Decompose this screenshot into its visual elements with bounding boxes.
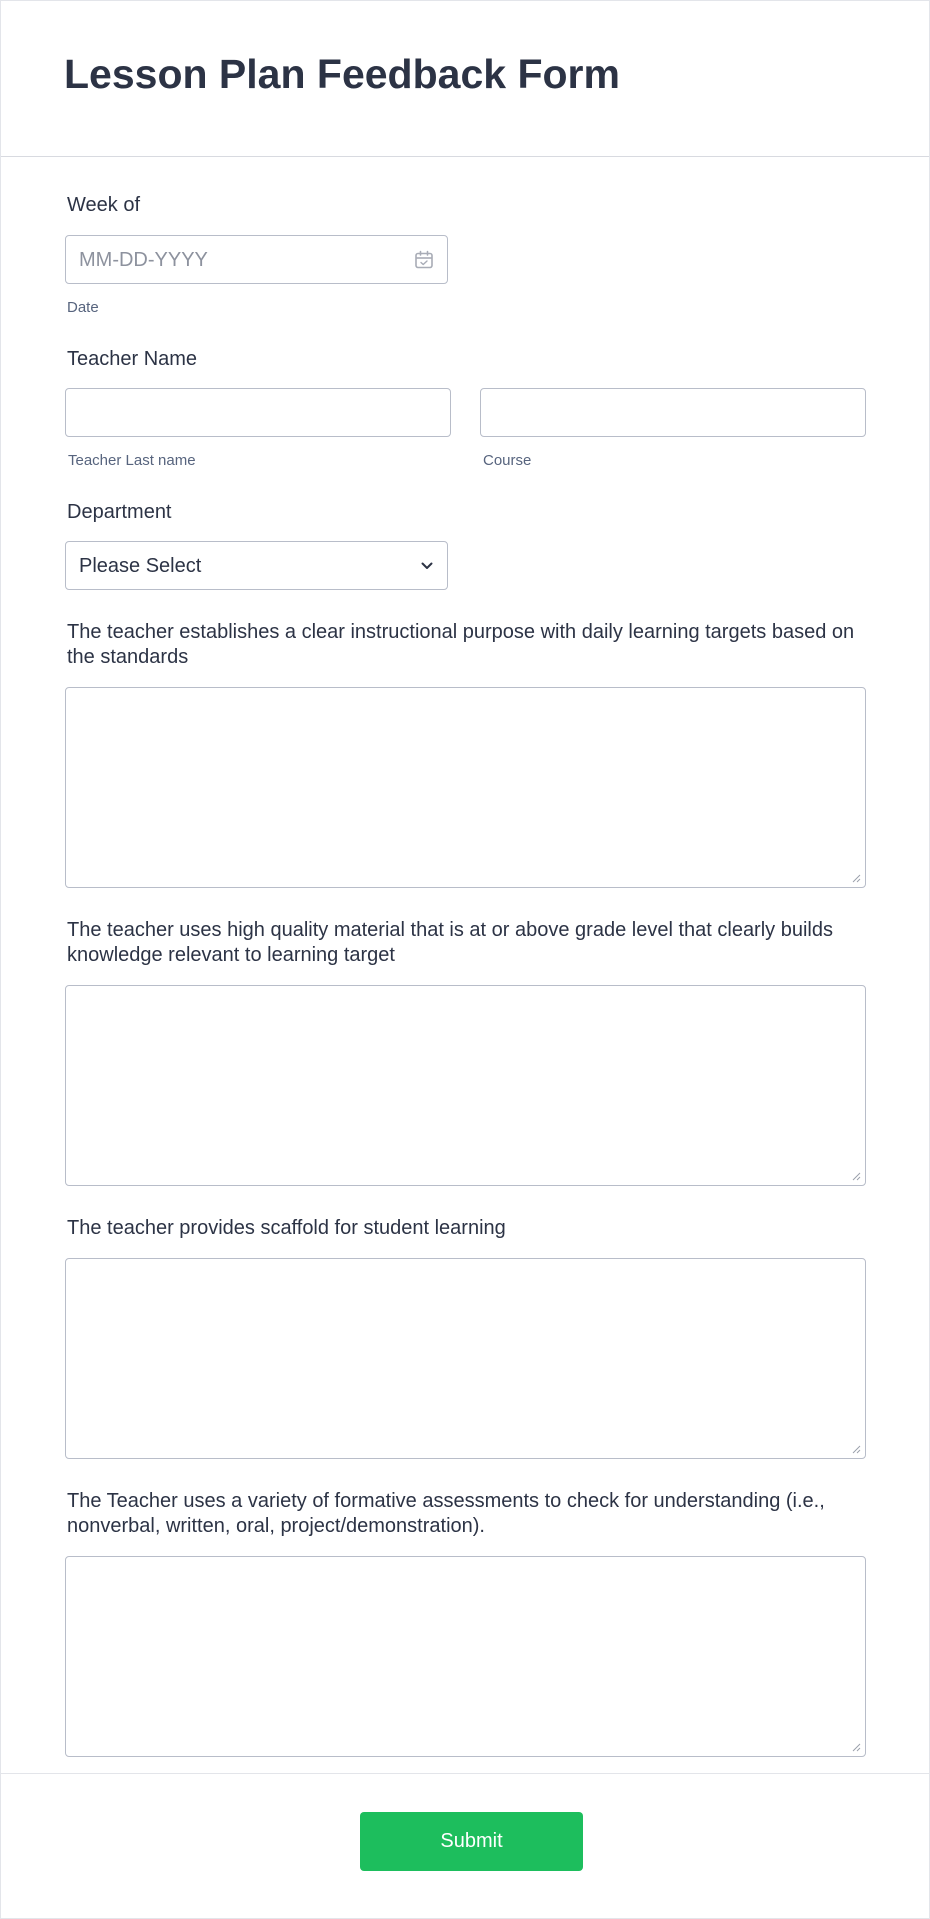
course-input[interactable] xyxy=(480,388,866,437)
question-1-label: The teacher establishes a clear instructional purpose with daily learning targets based on the standards xyxy=(67,621,855,668)
question-2-textarea[interactable] xyxy=(65,985,866,1186)
question-3-label: The teacher provides scaffold for student learning xyxy=(67,1217,506,1239)
course-sublabel: Course xyxy=(483,452,532,469)
resize-handle-icon[interactable] xyxy=(851,873,861,883)
teacher-name-label: Teacher Name xyxy=(67,348,198,370)
form-header xyxy=(1,1,929,157)
week-date-sublabel: Date xyxy=(67,299,99,316)
question-3-textarea[interactable] xyxy=(65,1258,866,1459)
department-selected-value: Please Select xyxy=(79,555,202,577)
resize-handle-icon[interactable] xyxy=(851,1742,861,1752)
question-4-label: The Teacher uses a variety of formative assessments to check for understanding (i.e., nonverbal, written, oral, project/demonstration). xyxy=(67,1490,825,1537)
week-date-placeholder: MM-DD-YYYY xyxy=(79,249,208,271)
resize-handle-icon[interactable] xyxy=(851,1171,861,1181)
submit-button[interactable]: Submit xyxy=(360,1812,583,1871)
question-4-textarea[interactable] xyxy=(65,1556,866,1757)
question-1-textarea[interactable] xyxy=(65,687,866,888)
week-of-label: Week of xyxy=(67,194,140,216)
form-title: Lesson Plan Feedback Form xyxy=(64,51,620,97)
calendar-icon[interactable] xyxy=(413,249,435,271)
chevron-down-icon xyxy=(416,555,438,577)
department-select[interactable] xyxy=(65,541,448,590)
week-date-input[interactable] xyxy=(65,235,448,284)
question-2-label: The teacher uses high quality material that is at or above grade level that clearly builds knowledge relevant to learning target xyxy=(67,919,833,966)
form-footer xyxy=(1,1773,929,1919)
resize-handle-icon[interactable] xyxy=(851,1444,861,1454)
teacher-last-name-sublabel: Teacher Last name xyxy=(68,452,196,469)
department-label: Department xyxy=(67,501,172,523)
teacher-last-name-input[interactable] xyxy=(65,388,451,437)
